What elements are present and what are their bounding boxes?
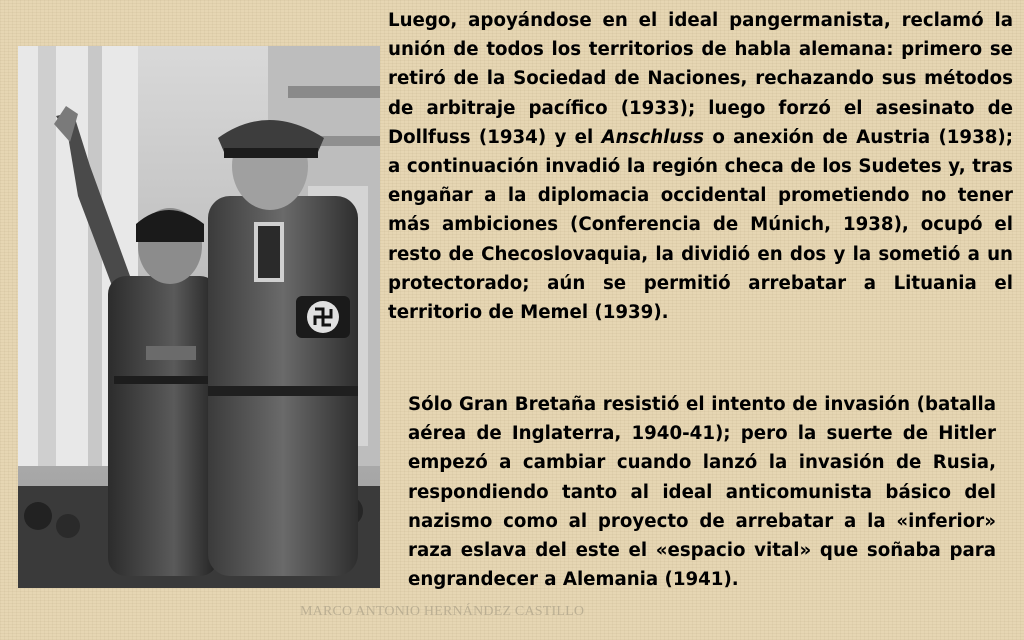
paragraph-1-part-a: Luego, apoyándose en el ideal pangermanista, reclamó la unión de todos los territorios de habla alemana: primero se retiró de la Sociedad de Naciones, rechazando sus métodos de arbitraje pacífico (1933); luego forzó el asesinato de Dollfuss (1934) y el <box>388 10 1013 148</box>
historical-photo <box>18 46 380 588</box>
paragraph-anschluss <box>388 6 1013 327</box>
paragraph-russia-invasion: Sólo Gran Bretaña resistió el intento de invasión (batalla aérea de Inglaterra, 1940-41); pero la suerte de Hitler empezó a cambiar cuando lanzó la invasión de Rusia, respondiendo tanto al ideal anticomunista básico del nazismo como al proyecto de arrebatar a la «inferior» raza eslava del este el «espacio vital» que soñaba para engrandecer a Alemania (1941). <box>408 394 996 591</box>
anschluss-term: Anschluss <box>601 126 704 148</box>
footer-author: MARCO ANTONIO HERNÁNDEZ CASTILLO <box>300 604 585 619</box>
paragraph-1-part-b: o anexión de Austria (1938); a continuación invadió la región checa de los Sudetes y, tras engañar a la diplomacia occidental prometiendo no tener más ambiciones (Conferencia de Múnich, 1938), ocupó el resto de Checoslovaquia, la dividió en dos y la sometió a un protectorado; aún se permitió arrebatar a Lituania el territorio de Memel (1939). <box>388 126 1013 324</box>
photo-illustration <box>18 46 380 588</box>
